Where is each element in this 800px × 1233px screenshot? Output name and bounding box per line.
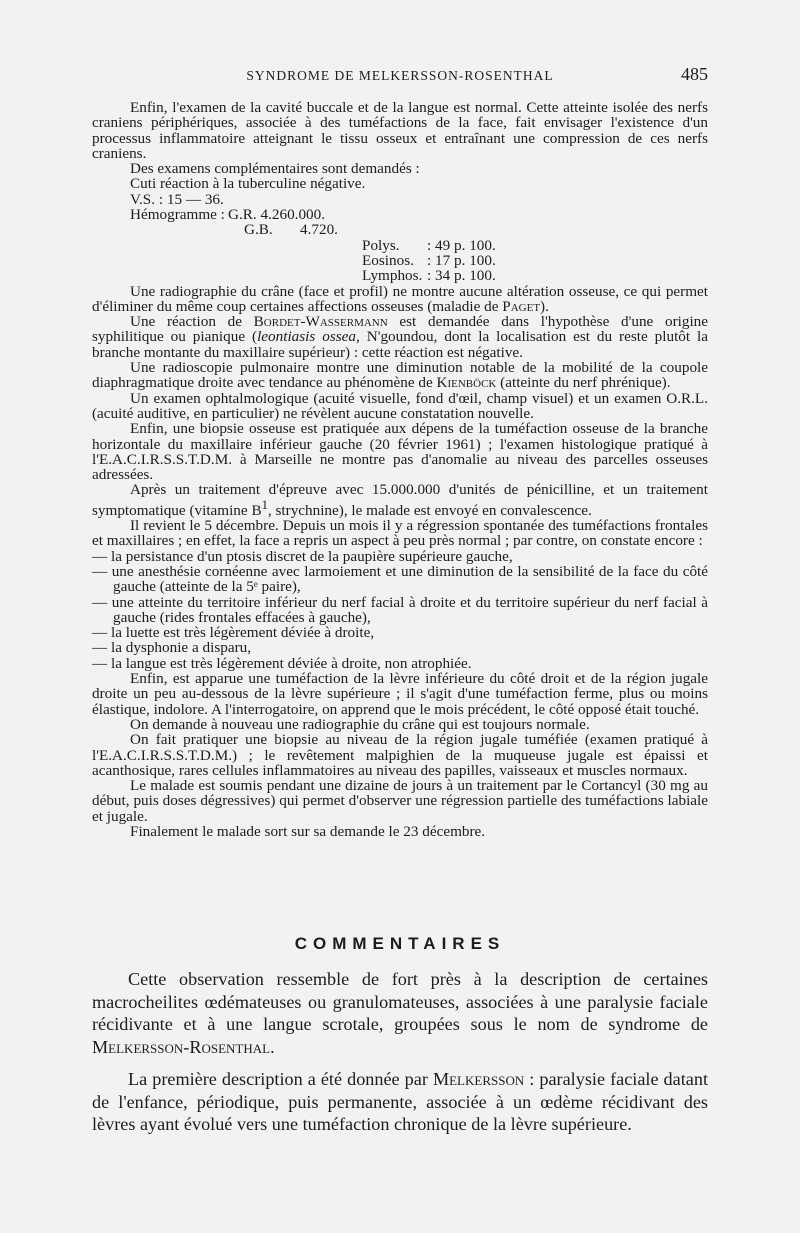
page-number: 485 — [681, 64, 708, 84]
gb-line — [92, 222, 708, 237]
gb-label: G.B. — [244, 221, 273, 239]
formula-name: Lymphos. — [362, 267, 423, 285]
commentaire-paragraph-1: Cette observation ressemble de fort près à la description de certaines macrocheilites œdémateuses ou granulomateuses, associées à une paralysie faciale récidivante et à une langue scrotale, groupées sous le nom de syndrome de Melkersson-Rosenthal. — [92, 969, 708, 1057]
running-header — [92, 66, 708, 86]
finding-item: — la luette est très légèrement déviée à droite, — [92, 624, 375, 642]
paragraph-radioscopie: Une radioscopie pulmonaire montre une diminution notable de la mobilité de la coupole diaphragmatique droite avec tendance au phénomène de Kienböck (atteinte du nerf phrénique). — [92, 359, 708, 392]
commentaire-paragraph-2: La première description a été donnée par Melkersson : paralysie faciale datant de l'enfance, périodique, puis permanente, associée à un œdème récidivant des lèvres ayant évolué vers une tuméfaction chronique de la lèvre supérieure. — [92, 1069, 708, 1134]
finding-item: — la langue est très légèrement déviée à droite, non atrophiée. — [92, 654, 472, 672]
observation-body — [92, 100, 708, 839]
author-name: Melkersson — [432, 1069, 525, 1089]
formula-name: Eosinos. — [362, 251, 414, 269]
hemogram-line — [92, 207, 708, 222]
finding-item: — une anesthésie cornéenne avec larmoiement et une diminution de la sensibilité de la face du côté gauche (atteinte de la 5ᵉ paire), — [92, 562, 708, 596]
italic-term: leontiasis ossea, — [257, 328, 360, 346]
paragraph-tumefaction: Enfin, est apparue une tuméfaction de la lèvre inférieure du côté droit et de la région jugale droite un peu au-dessous de la lèvre supérieure ; il s'agit d'une tuméfaction ferme, plus ou moins élastique, indolore. A l'interrogatoire, on apprend que le mois précédent, le côté opposé était touché. — [92, 670, 708, 718]
paragraph-biopsie-jugale: On fait pratiquer une biopsie au niveau de la région jugale tuméfiée (examen pratiqué à l'E.A.C.I.R.S.S.T.D.M.) ; le revêtement malpighien de la muqueuse jugale est épaissi et acanthosique, rares cellules inflammatoires au niveau des papilles, vaisseaux et muscles normaux. — [92, 731, 708, 779]
paragraph-biopsie-osseuse: Enfin, une biopsie osseuse est pratiquée aux dépens de la tuméfaction osseuse de la branche horizontale du maxillaire inférieur gauche (20 février 1961) ; l'examen histologique pratiqué à l'E.A.C.I.R.S.S.T.D.M. à Marseille ne montre pas d'anomalie au niveau des parcelles osseuses adressées. — [92, 420, 708, 484]
formula-value: : 34 p. 100. — [427, 267, 496, 285]
finding-item: — la dysphonie a disparu, — [92, 639, 252, 657]
paragraph-radiographie: Une radiographie du crâne (face et profil) ne montre aucune altération osseuse, ce qui permet d'éliminer du même coup certaines affections osseuses (maladie de Paget). — [92, 282, 708, 315]
formula-row — [92, 238, 708, 253]
finding-item: — la persistance d'un ptosis discret de la paupière supérieure gauche, — [92, 547, 513, 565]
formula-row — [92, 253, 708, 268]
finding-item: — une atteinte du territoire inférieur du nerf facial à droite et du territoire supérieur du nerf facial à gauche (rides frontales effacées à gauche), — [92, 593, 708, 626]
vs-line: V.S. : 15 — 36. — [130, 190, 224, 208]
hemogram-label: Hémogramme : — [130, 206, 225, 224]
formula-row — [92, 268, 708, 283]
formula-value: : 17 p. 100. — [427, 251, 496, 269]
exams-intro-line: Des examens complémentaires sont demandés : — [130, 160, 420, 178]
paragraph-revient: Il revient le 5 décembre. Depuis un mois il y a régression spontanée des tuméfactions frontales et maxillaires ; en effet, la face a repris un aspect à peu près normal ; par contre, on constate encore : — [92, 517, 708, 550]
commentaires-body — [92, 968, 708, 1146]
formula-value: : 49 p. 100. — [427, 236, 496, 254]
syndrome-name: Melkersson-Rosenthal — [92, 1036, 271, 1057]
paragraph-ophtalmo: Un examen ophtalmologique (acuité visuelle, fond d'œil, champ visuel) et un examen O.R.L. (acuité auditive, en particulier) ne révèlent aucune constatation nouvelle. — [92, 389, 708, 422]
superscript: 1 — [261, 497, 268, 512]
gr-value: G.R. 4.260.000. — [228, 206, 326, 224]
paragraph-cortancyl: Le malade est soumis pendant une dizaine de jours à un traitement par le Cortancyl (30 mg au début, puis doses dégressives) qui permet d'observer une régression partielle des tuméfactions labiale et jugale. — [92, 777, 708, 825]
author-name: Bordet-Wassermann — [253, 313, 388, 331]
section-heading: COMMENTAIRES — [294, 934, 506, 953]
running-title: SYNDROME DE MELKERSSON-ROSENTHAL — [246, 68, 554, 83]
cuti-reaction-line: Cuti réaction à la tuberculine négative. — [130, 175, 366, 193]
paragraph-traitement: Après un traitement d'épreuve avec 15.000.000 d'unités de pénicilline, et un traitement symptomatique (vitamine $B^1$, strychnine), le malade est envoyé en convalescence. — [92, 481, 708, 519]
paragraph-radiographie-nouvelle: On demande à nouveau une radiographie du crâne qui est toujours normale. — [130, 715, 590, 733]
paragraph-exam-intro: Enfin, l'examen de la cavité buccale et de la langue est normal. Cette atteinte isolée des nerfs craniens périphériques, associée à des tuméfactions de la face, fait envisager l'existence d'un processus inflammatoire atteignant le tissu osseux et entraînant une compression de ces nerfs craniens. — [92, 99, 708, 162]
gb-value: 4.720. — [300, 221, 338, 239]
paragraph-sortie: Finalement le malade sort sur sa demande le 23 décembre. — [130, 823, 486, 841]
paragraph-bordet-wassermann: Une réaction de Bordet-Wassermann est demandée dans l'hypothèse d'une origine syphilitique ou pianique (leontiasis ossea, N'goundou, dont la localisation est du reste plutôt la branche montante du maxillaire supérieur) : cette réaction est négative. — [92, 313, 708, 361]
formula-name: Polys. — [362, 236, 400, 254]
author-name: Kienböck — [436, 374, 497, 392]
author-name: Paget — [502, 297, 541, 315]
